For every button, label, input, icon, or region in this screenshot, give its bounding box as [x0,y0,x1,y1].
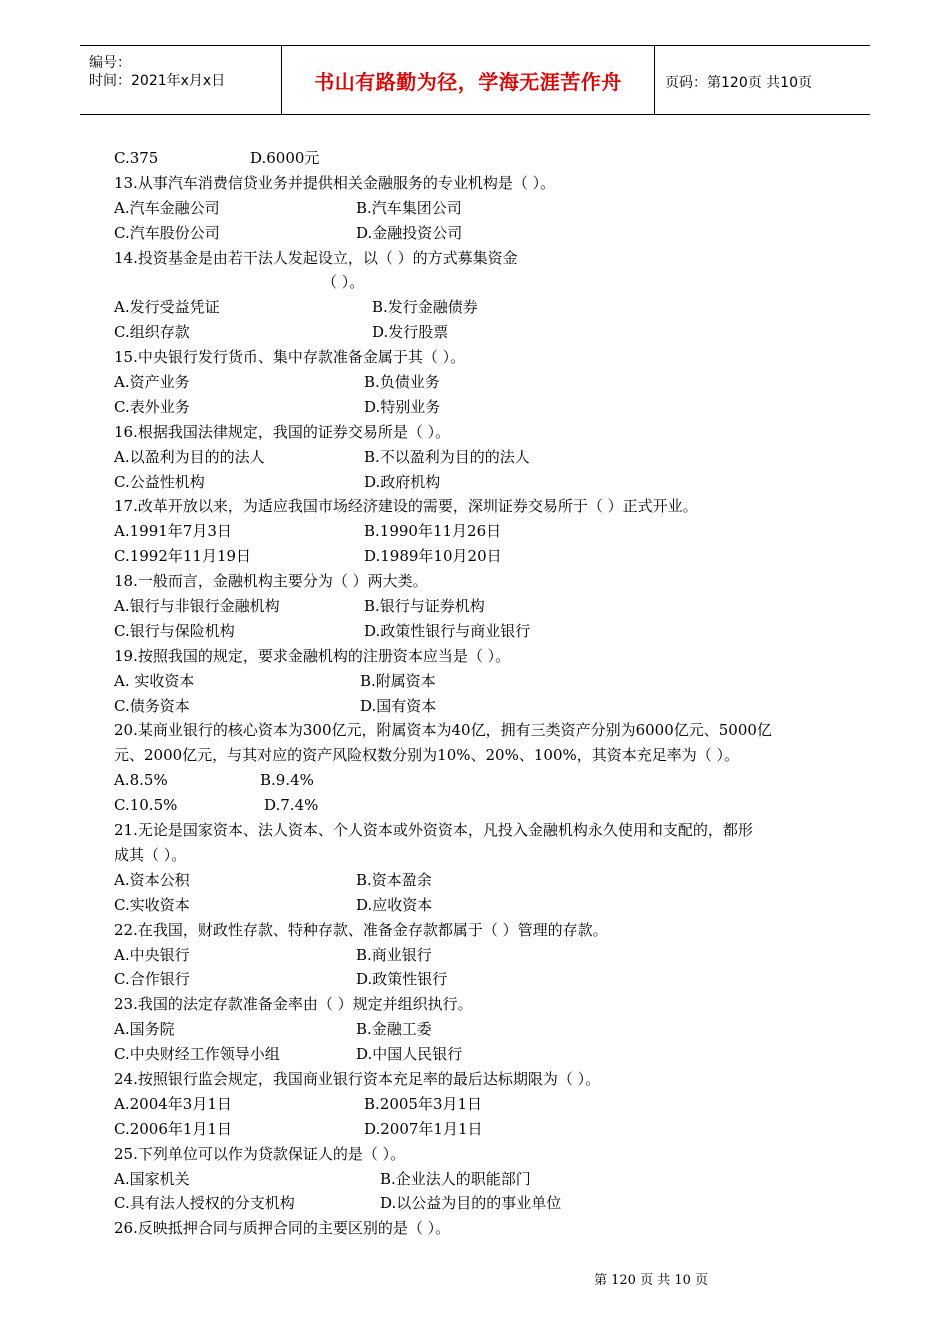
options-row [114,1117,844,1142]
option-left: A.1991年7月3日 [114,522,232,541]
question-line [114,345,844,370]
option-right: B.9.4% [260,771,314,790]
option-right: D.国有资本 [360,696,437,715]
question-line [114,818,844,843]
question-text: 25.下列单位可以作为贷款保证人的是（ ）。 [114,1144,406,1163]
options-row [114,868,844,893]
header-motto-cell [282,46,655,114]
options-row [114,619,844,644]
options-row [114,1042,844,1067]
option-right: B.2005年3月1日 [364,1094,483,1113]
options-row [114,544,844,569]
option-left: A.发行受益凭证 [114,298,220,317]
option-right: D.应收资本 [356,895,433,914]
option-right: D.政策性银行 [356,970,448,989]
question-text: 13.从事汽车消费信贷业务并提供相关金融服务的专业机构是（ ）。 [114,173,556,192]
options-row [114,1191,844,1216]
options-row [114,793,844,818]
page-header [80,45,870,115]
options-row [114,196,844,221]
question-line [114,171,844,196]
option-right: D.发行股票 [372,323,449,342]
option-left: C.合作银行 [114,970,190,989]
options-row [114,1017,844,1042]
options-row [114,470,844,495]
option-right: D.以公益为目的的事业单位 [380,1194,562,1213]
question-text: 20.某商业银行的核心资本为300亿元，附属资本为40亿，拥有三类资产分别为6000亿元、5000亿 [114,721,772,740]
option-left: C.公益性机构 [114,472,205,491]
option-left: A.资本公积 [114,870,190,889]
option-right: D.政策性银行与商业银行 [364,621,531,640]
option-left: C.银行与保险机构 [114,621,235,640]
options-row [114,768,844,793]
options-row [114,893,844,918]
option-left: C.组织存款 [114,323,190,342]
question-line [114,843,844,868]
option-left: C.表外业务 [114,397,190,416]
question-line [114,918,844,943]
question-line [114,992,844,1017]
option-right: B.1990年11月26日 [364,522,502,541]
options-row [114,445,844,470]
question-line [114,246,844,271]
options-row [114,146,844,171]
option-right: B.企业法人的职能部门 [380,1169,531,1188]
header-motto: 书山有路勤为径，学海无涯苦作舟 [314,70,622,94]
option-left: A.资产业务 [114,373,190,392]
document-body [114,146,844,1241]
option-left: A.汽车金融公司 [114,198,220,217]
question-line [114,420,844,445]
option-left: C.10.5% [114,796,178,815]
option-right: B.不以盈利为目的的法人 [364,447,530,466]
options-row [114,519,844,544]
option-right: D.政府机构 [364,472,441,491]
question-line [114,270,844,295]
option-left: A.银行与非银行金融机构 [114,597,280,616]
options-row [114,694,844,719]
option-right: B.汽车集团公司 [356,198,462,217]
option-left: C.1992年11月19日 [114,547,252,566]
option-left: C.中央财经工作领导小组 [114,1045,280,1064]
options-row [114,594,844,619]
option-left: C.汽车股份公司 [114,223,220,242]
page-footer: 第 120 页 共 10 页 [594,1273,709,1288]
option-left: C.375 [114,149,159,167]
header-page-cell [655,46,870,114]
question-line [114,718,844,743]
options-row [114,221,844,246]
question-text: 26.反映抵押合同与质押合同的主要区别的是（ ）。 [114,1219,451,1238]
option-left: A.国家机关 [114,1169,190,1188]
question-line [114,1067,844,1092]
option-right: B.银行与证券机构 [364,597,485,616]
options-row [114,1092,844,1117]
question-text: 19.按照我国的规定，要求金融机构的注册资本应当是（ ）。 [114,646,511,665]
option-left: C.债务资本 [114,696,190,715]
option-left: A.8.5% [114,771,168,790]
question-text: 15.中央银行发行货币、集中存款准备金属于其（ ）。 [114,348,466,367]
question-text: （ ）。 [322,273,365,292]
header-page-info: 页码：第120页 共10页 [665,75,812,91]
option-right: B.金融工委 [356,1020,432,1039]
question-text: 18.一般而言，金融机构主要分为（ ）两大类。 [114,572,428,591]
question-text: 21.无论是国家资本、法人资本、个人资本或外资资本，凡投入金融机构永久使用和支配的，都形 [114,821,753,840]
options-row [114,320,844,345]
header-meta-cell [80,46,282,114]
option-right: D.7.4% [264,796,319,815]
option-right: B.商业银行 [356,945,432,964]
question-line [114,494,844,519]
question-text: 16.根据我国法律规定，我国的证券交易所是（ ）。 [114,422,451,441]
option-right: B.附属资本 [360,671,436,690]
option-left: A.2004年3月1日 [114,1094,232,1113]
options-row [114,1167,844,1192]
question-line [114,1216,844,1241]
question-text: 17.改革开放以来，为适应我国市场经济建设的需要，深圳证券交易所于（ ）正式开业。 [114,497,698,516]
option-right: D.1989年10月20日 [364,547,502,566]
question-text: 元、2000亿元，与其对应的资产风险权数分别为10%、20%、100%，其资本充足率为（ ）。 [114,746,740,765]
option-left: A. 实收资本 [114,671,195,690]
question-line [114,644,844,669]
options-row [114,295,844,320]
document-number-label: 编号： [89,55,131,71]
question-line [114,569,844,594]
option-left: C.实收资本 [114,895,190,914]
question-text: 23.我国的法定存款准备金率由（ ）规定并组织执行。 [114,995,473,1014]
options-row [114,395,844,420]
option-left: C.2006年1月1日 [114,1119,232,1138]
question-line [114,1142,844,1167]
option-left: C.具有法人授权的分支机构 [114,1194,295,1213]
option-right: B.发行金融债券 [372,298,478,317]
option-left: A.以盈利为目的的法人 [114,447,265,466]
option-left: A.中央银行 [114,945,190,964]
options-row [114,370,844,395]
question-text: 24.按照银行监会规定，我国商业银行资本充足率的最后达标期限为（ ）。 [114,1069,601,1088]
option-right: D.2007年1月1日 [364,1119,483,1138]
options-row [114,967,844,992]
option-right: D.金融投资公司 [356,223,463,242]
option-right: B.资本盈余 [356,870,432,889]
question-text: 14.投资基金是由若干法人发起设立，以（ ）的方式募集资金 [114,248,518,267]
document-time-label: 时间：2021年x月x日 [89,73,226,89]
options-row [114,669,844,694]
options-row [114,943,844,968]
option-right: D.特别业务 [364,397,441,416]
option-right: D.6000元 [250,149,320,167]
option-right: D.中国人民银行 [356,1045,463,1064]
question-line [114,743,844,768]
option-left: A.国务院 [114,1020,175,1039]
question-text: 成其（ ）。 [114,845,187,864]
question-text: 22.在我国，财政性存款、特种存款、准备金存款都属于（ ）管理的存款。 [114,920,608,939]
option-right: B.负债业务 [364,373,440,392]
